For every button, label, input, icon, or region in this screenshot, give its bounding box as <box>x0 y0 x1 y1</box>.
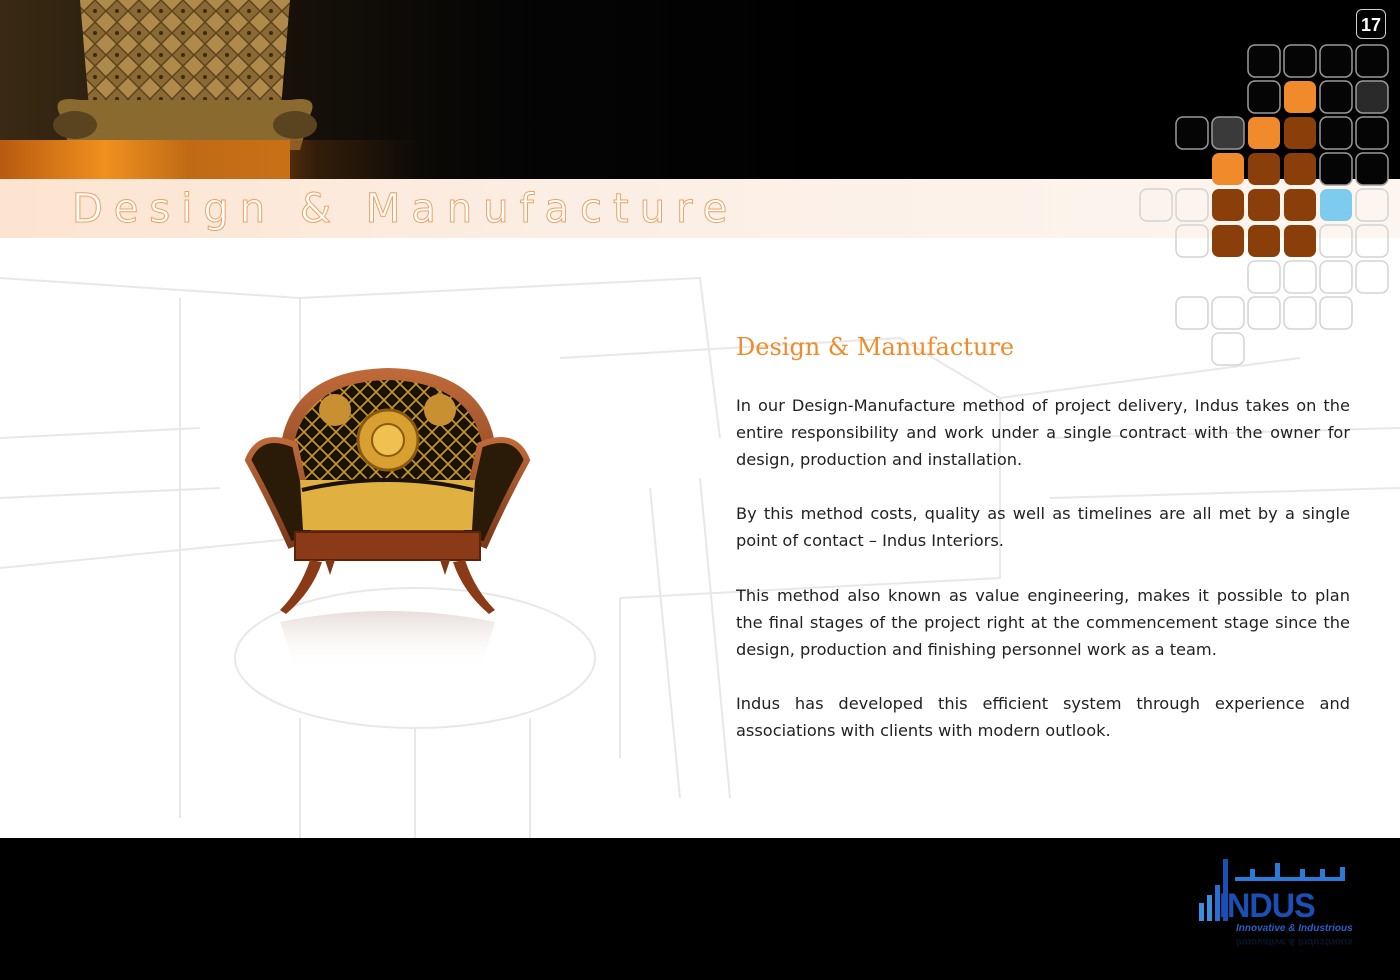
section-heading: Design & Manufacture <box>736 333 1015 361</box>
paragraph-1: In our Design-Manufacture method of project delivery, Indus takes on the entire responsibility and work under a single contract with the owner for design, production and installation. <box>736 396 1350 469</box>
ornate-armchair-image <box>240 360 535 680</box>
paragraph-3: This method also known as value engineering, makes it possible to plan the final stages of the project right at the commencement stage since the design, production and finishing personnel work as a team. <box>736 586 1350 659</box>
hero-glow-strip <box>0 140 420 179</box>
footer-band <box>0 838 1400 980</box>
logo-tagline-reflection: Innovative & Industrious <box>1236 936 1353 947</box>
logo-wordmark: INDUS <box>1219 887 1315 925</box>
decorative-square-grid <box>1130 40 1400 370</box>
paragraph-2: By this method costs, quality as well as timelines are all met by a single point of contact – Indus Interiors. <box>736 504 1350 550</box>
banner-title: Design & Manufacture <box>72 186 739 232</box>
logo-tagline: Innovative & Industrious <box>1236 923 1353 934</box>
paragraph-4: Indus has developed this efficient system through experience and associations with clients with modern outlook. <box>736 694 1350 740</box>
page-number-badge: 17 <box>1356 9 1386 39</box>
